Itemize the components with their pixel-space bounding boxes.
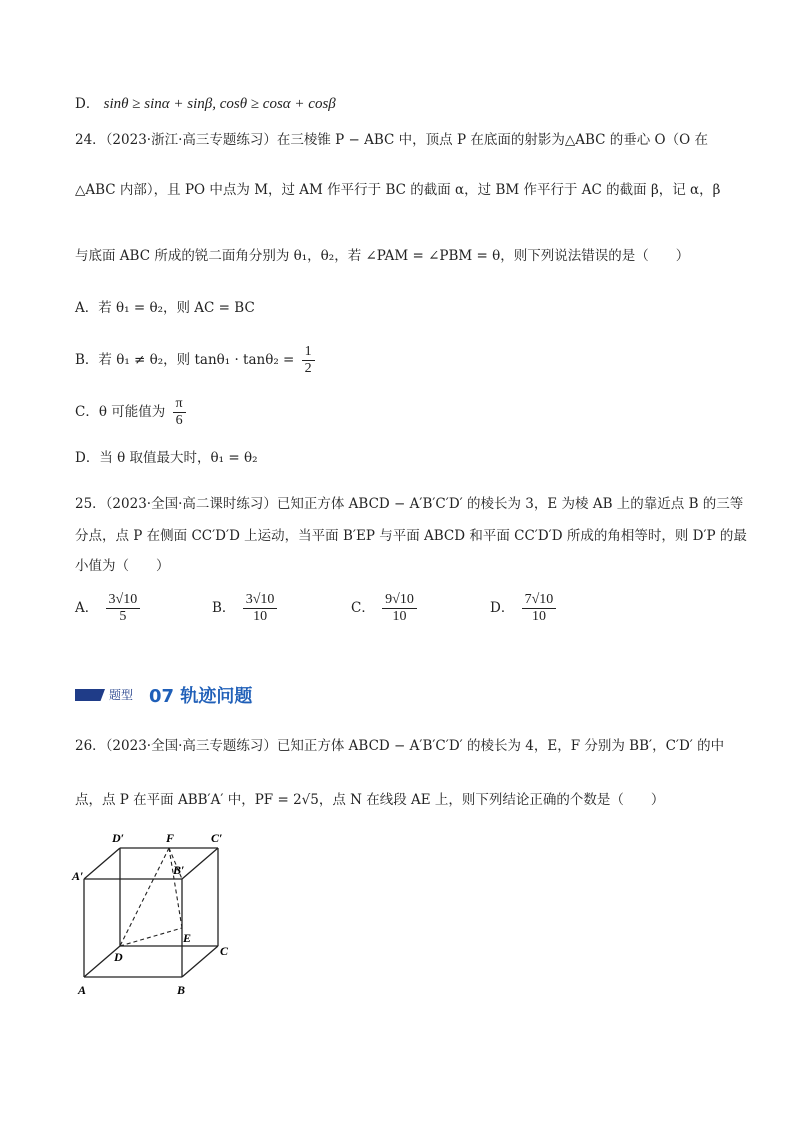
q24-option-b-fraction (302, 344, 315, 377)
q25-option-a (75, 592, 143, 625)
segment-d-e (120, 928, 182, 946)
fraction-denominator: 10 (531, 609, 546, 624)
label-c1: C′ (211, 831, 223, 845)
fraction-numerator: 7√10 (522, 592, 557, 609)
fraction-denominator: 2 (304, 361, 312, 376)
q24-line-3: 与底面 ABC 所成的锐二面角分别为 θ₁，θ₂，若 ∠PAM = ∠PBM = θ，则下列说法错误的是（ ） (75, 248, 690, 264)
section-title: 07 轨迹问题 (149, 686, 253, 707)
option-fraction (522, 592, 557, 625)
q24-option-c-fraction (173, 396, 186, 429)
edge-a1-d1 (84, 848, 120, 879)
q24-option-c (75, 396, 189, 429)
label-d1: D′ (112, 831, 125, 845)
banner-bar-icon (75, 689, 105, 701)
q24-option-c-text: C．θ 可能值为 (75, 404, 166, 420)
fraction-numerator: 9√10 (382, 592, 417, 609)
q24-option-b-text: B．若 θ₁ ≠ θ₂，则 tanθ₁ · tanθ₂ = (75, 352, 295, 368)
section-tag: 题型 (109, 688, 134, 702)
q25-line-1: 25．（2023·全国·高二课时练习）已知正方体 ABCD − A′B′C′D′ 的棱长为 3，E 为棱 AB 上的靠近点 B 的三等 (75, 496, 744, 512)
fraction-denominator: 5 (119, 609, 127, 624)
edge-b1-c1 (182, 848, 218, 879)
q25-option-b (212, 592, 280, 625)
q25-line-2: 分点，点 P 在侧面 CC′D′D 上运动，当平面 B′EP 与平面 ABCD 和平面 CC′D′D 所成的角相等时，则 D′P 的最 (75, 528, 747, 544)
segment-f-e (169, 848, 185, 928)
label-e: E (183, 931, 192, 945)
option-letter: D． (490, 600, 515, 616)
q26-line-1: 26．（2023·全国·高三专题练习）已知正方体 ABCD − A′B′C′D′ 的棱长为 4，E，F 分别为 BB′，C′D′ 的中 (75, 738, 725, 754)
fraction-numerator: 1 (302, 344, 315, 361)
option-letter: C． (351, 600, 375, 616)
q24-line-2: △ABC 内部），且 PO 中点为 M，过 AM 作平行于 BC 的截面 α，过 BM 作平行于 AC 的截面 β，记 α，β (75, 182, 721, 198)
fraction-numerator: 3√10 (243, 592, 278, 609)
option-fraction (382, 592, 417, 625)
fraction-denominator: 6 (175, 413, 183, 428)
q25-option-d (490, 592, 559, 625)
label-f: F (166, 831, 175, 845)
label-b1: B′ (173, 863, 185, 877)
option-fraction (243, 592, 278, 625)
section-header (75, 682, 252, 708)
q26-line-2: 点，点 P 在平面 ABB′A′ 中，PF = 2√5，点 N 在线段 AE 上，则下列结论正确的个数是（ ） (75, 792, 665, 808)
section-banner (75, 686, 143, 704)
q25-option-c (351, 592, 420, 625)
q24-option-d: D．当 θ 取值最大时，θ₁ = θ₂ (75, 450, 258, 466)
segment-f-d (120, 848, 169, 946)
q23-option-d (75, 94, 336, 114)
label-c: C (220, 944, 229, 958)
label-b: B (177, 983, 186, 997)
fraction-denominator: 10 (392, 609, 407, 624)
label-a1: A′ (72, 869, 84, 883)
edge-b-c (182, 946, 218, 977)
fraction-numerator: 3√10 (106, 592, 141, 609)
fraction-numerator: π (173, 396, 186, 413)
q23-option-d-math: sinθ ≥ sinα + sinβ, cosθ ≥ cosα + cosβ (103, 96, 336, 112)
option-letter: A． (75, 600, 99, 616)
q24-line-1: 24．（2023·浙江·高三专题练习）在三棱锥 P − ABC 中，顶点 P 在底面的射影为△ABC 的垂心 O（O 在 (75, 132, 708, 148)
q25-line-3: 小值为（ ） (75, 558, 170, 574)
q23-option-d-letter: D． (75, 96, 100, 112)
q24-option-b (75, 344, 318, 377)
label-a: A (78, 983, 87, 997)
option-letter: B． (212, 600, 236, 616)
label-d: D (114, 950, 123, 964)
fraction-denominator: 10 (253, 609, 268, 624)
option-fraction (106, 592, 141, 625)
cube-figure (70, 822, 240, 1002)
q24-option-a: A．若 θ₁ = θ₂，则 AC = BC (75, 300, 255, 316)
